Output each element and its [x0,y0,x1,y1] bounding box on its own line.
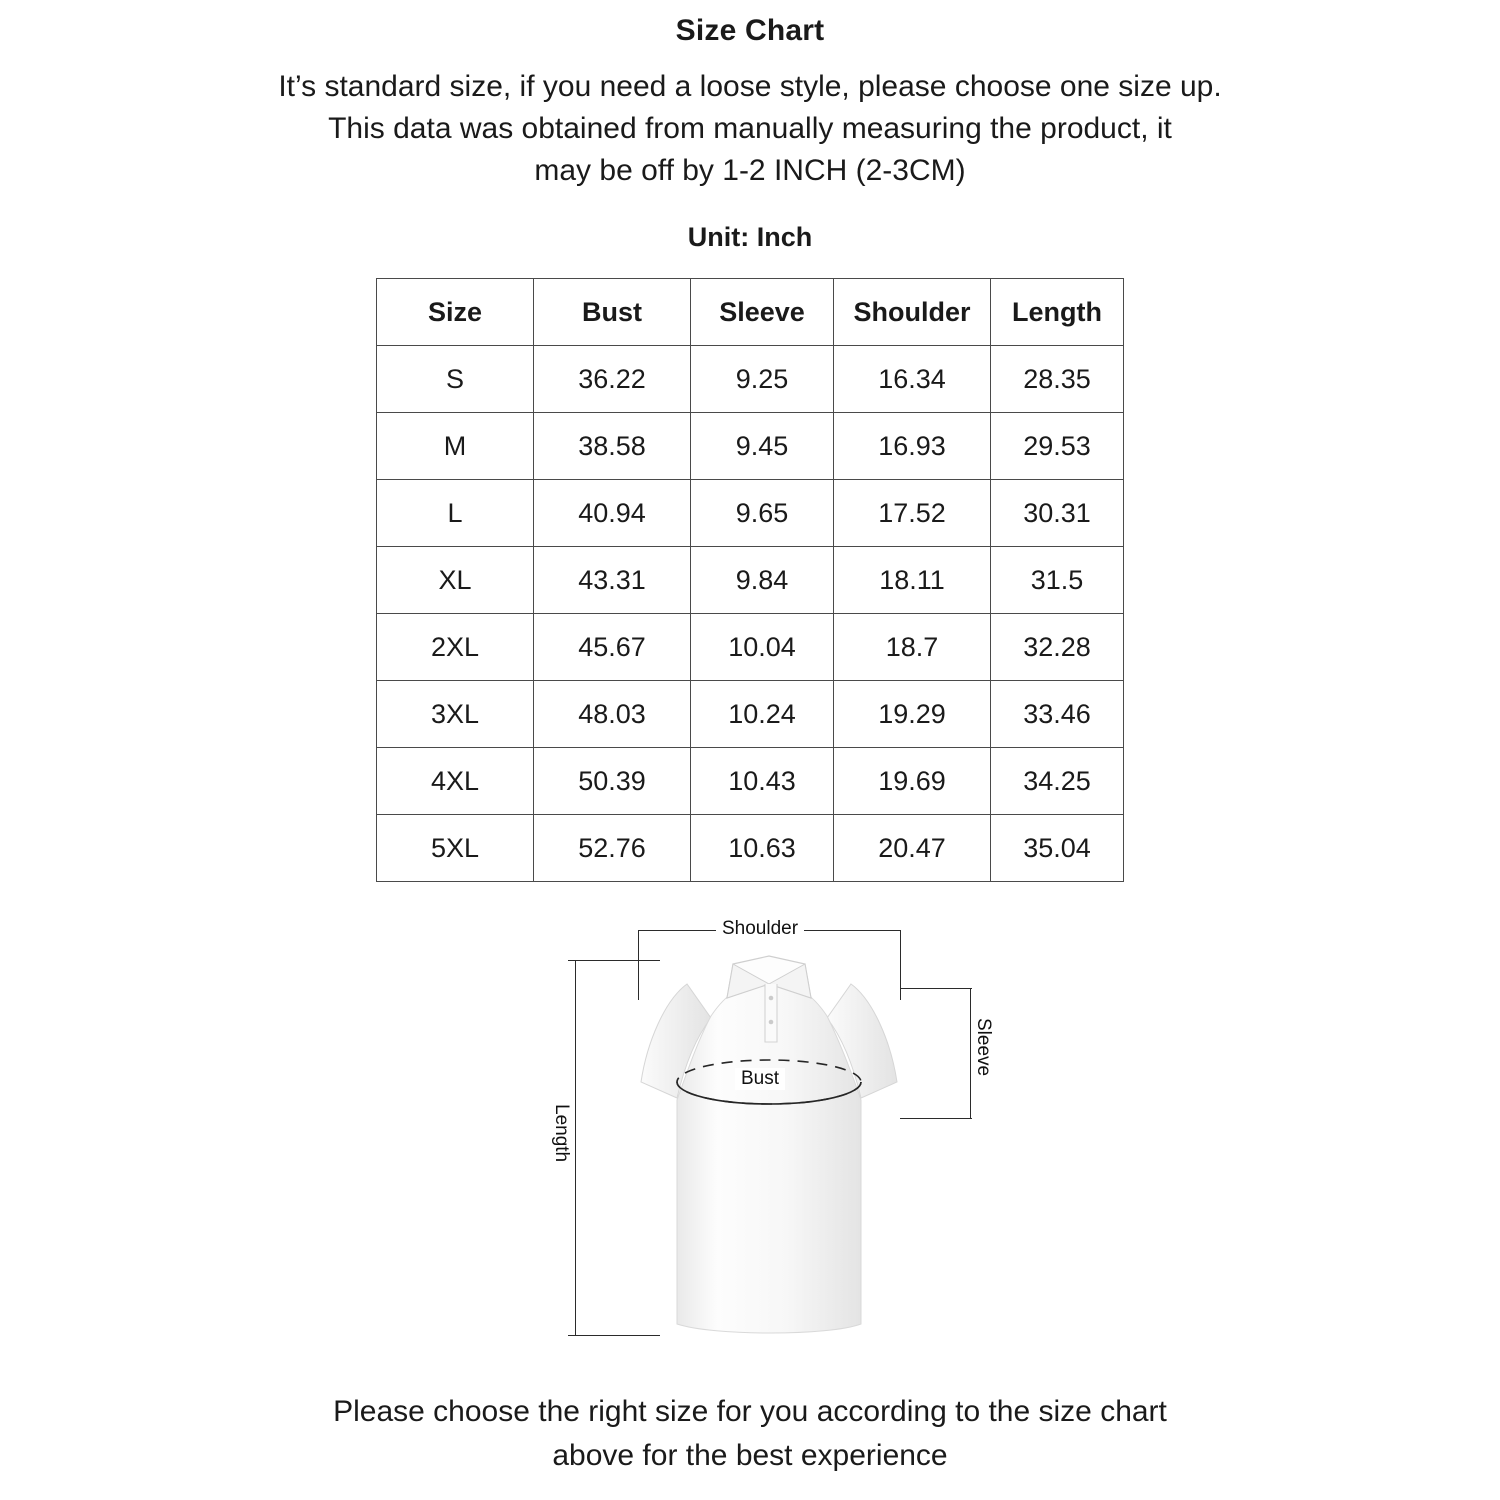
table-row [377,413,1124,480]
cell-shoulder: 16.34 [834,346,991,413]
cell-length: 33.46 [991,681,1124,748]
size-table-container [0,278,1500,882]
table-header-row [377,279,1124,346]
cell-bust: 43.31 [534,547,691,614]
length-dimension-line [575,960,576,1335]
cell-bust: 36.22 [534,346,691,413]
column-header-sleeve: Sleeve [691,279,834,346]
cell-size: L [377,480,534,547]
length-top-tick [568,960,660,961]
cell-sleeve: 9.25 [691,346,834,413]
page-title: Size Chart [675,14,825,47]
cell-size: 4XL [377,748,534,815]
measurement-diagram [0,900,1500,1370]
cell-sleeve: 9.84 [691,547,834,614]
cell-length: 31.5 [991,547,1124,614]
cell-shoulder: 17.52 [834,480,991,547]
sleeve-bottom-tick [900,1118,972,1119]
cell-bust: 52.76 [534,815,691,882]
polo-shirt-icon [615,932,935,1352]
cell-bust: 40.94 [534,480,691,547]
cell-size: 2XL [377,614,534,681]
shoulder-right-tick [900,930,901,1000]
cell-length: 28.35 [991,346,1124,413]
cell-shoulder: 19.29 [834,681,991,748]
column-header-bust: Bust [534,279,691,346]
cell-bust: 38.58 [534,413,691,480]
footer-text [0,1390,1500,1478]
shoulder-label: Shoulder [716,918,804,940]
column-header-size: Size [377,279,534,346]
cell-size: M [377,413,534,480]
cell-size: XL [377,547,534,614]
bust-label: Bust [735,1068,785,1090]
table-row [377,614,1124,681]
length-bottom-tick [568,1335,660,1336]
unit-label: Unit: Inch [687,222,813,252]
footer-line-1: Please choose the right size for you according to the size chart [333,1395,1167,1428]
cell-length: 34.25 [991,748,1124,815]
size-table [376,278,1124,882]
intro-line-2: This data was obtained from manually measuring the product, it [328,112,1172,145]
cell-length: 35.04 [991,815,1124,882]
cell-size: 3XL [377,681,534,748]
cell-sleeve: 10.24 [691,681,834,748]
cell-sleeve: 9.65 [691,480,834,547]
shoulder-left-tick [638,930,639,1000]
table-row [377,815,1124,882]
cell-length: 30.31 [991,480,1124,547]
table-row [377,480,1124,547]
column-header-shoulder: Shoulder [834,279,991,346]
cell-shoulder: 19.69 [834,748,991,815]
footer-line-2: above for the best experience [552,1439,948,1472]
length-label: Length [550,1098,572,1168]
intro-text [0,66,1500,192]
sleeve-top-tick [900,988,972,989]
intro-line-1: It’s standard size, if you need a loose style, please choose one size up. [278,70,1222,103]
cell-sleeve: 9.45 [691,413,834,480]
table-row [377,681,1124,748]
sleeve-label: Sleeve [972,1012,994,1082]
cell-size: S [377,346,534,413]
cell-length: 32.28 [991,614,1124,681]
column-header-length: Length [991,279,1124,346]
cell-shoulder: 18.7 [834,614,991,681]
cell-bust: 50.39 [534,748,691,815]
cell-sleeve: 10.04 [691,614,834,681]
cell-length: 29.53 [991,413,1124,480]
cell-size: 5XL [377,815,534,882]
table-row [377,748,1124,815]
table-row [377,547,1124,614]
cell-sleeve: 10.43 [691,748,834,815]
cell-shoulder: 20.47 [834,815,991,882]
cell-shoulder: 16.93 [834,413,991,480]
intro-line-3: may be off by 1-2 INCH (2-3CM) [534,154,966,187]
cell-sleeve: 10.63 [691,815,834,882]
cell-bust: 45.67 [534,614,691,681]
table-row [377,346,1124,413]
cell-shoulder: 18.11 [834,547,991,614]
cell-bust: 48.03 [534,681,691,748]
